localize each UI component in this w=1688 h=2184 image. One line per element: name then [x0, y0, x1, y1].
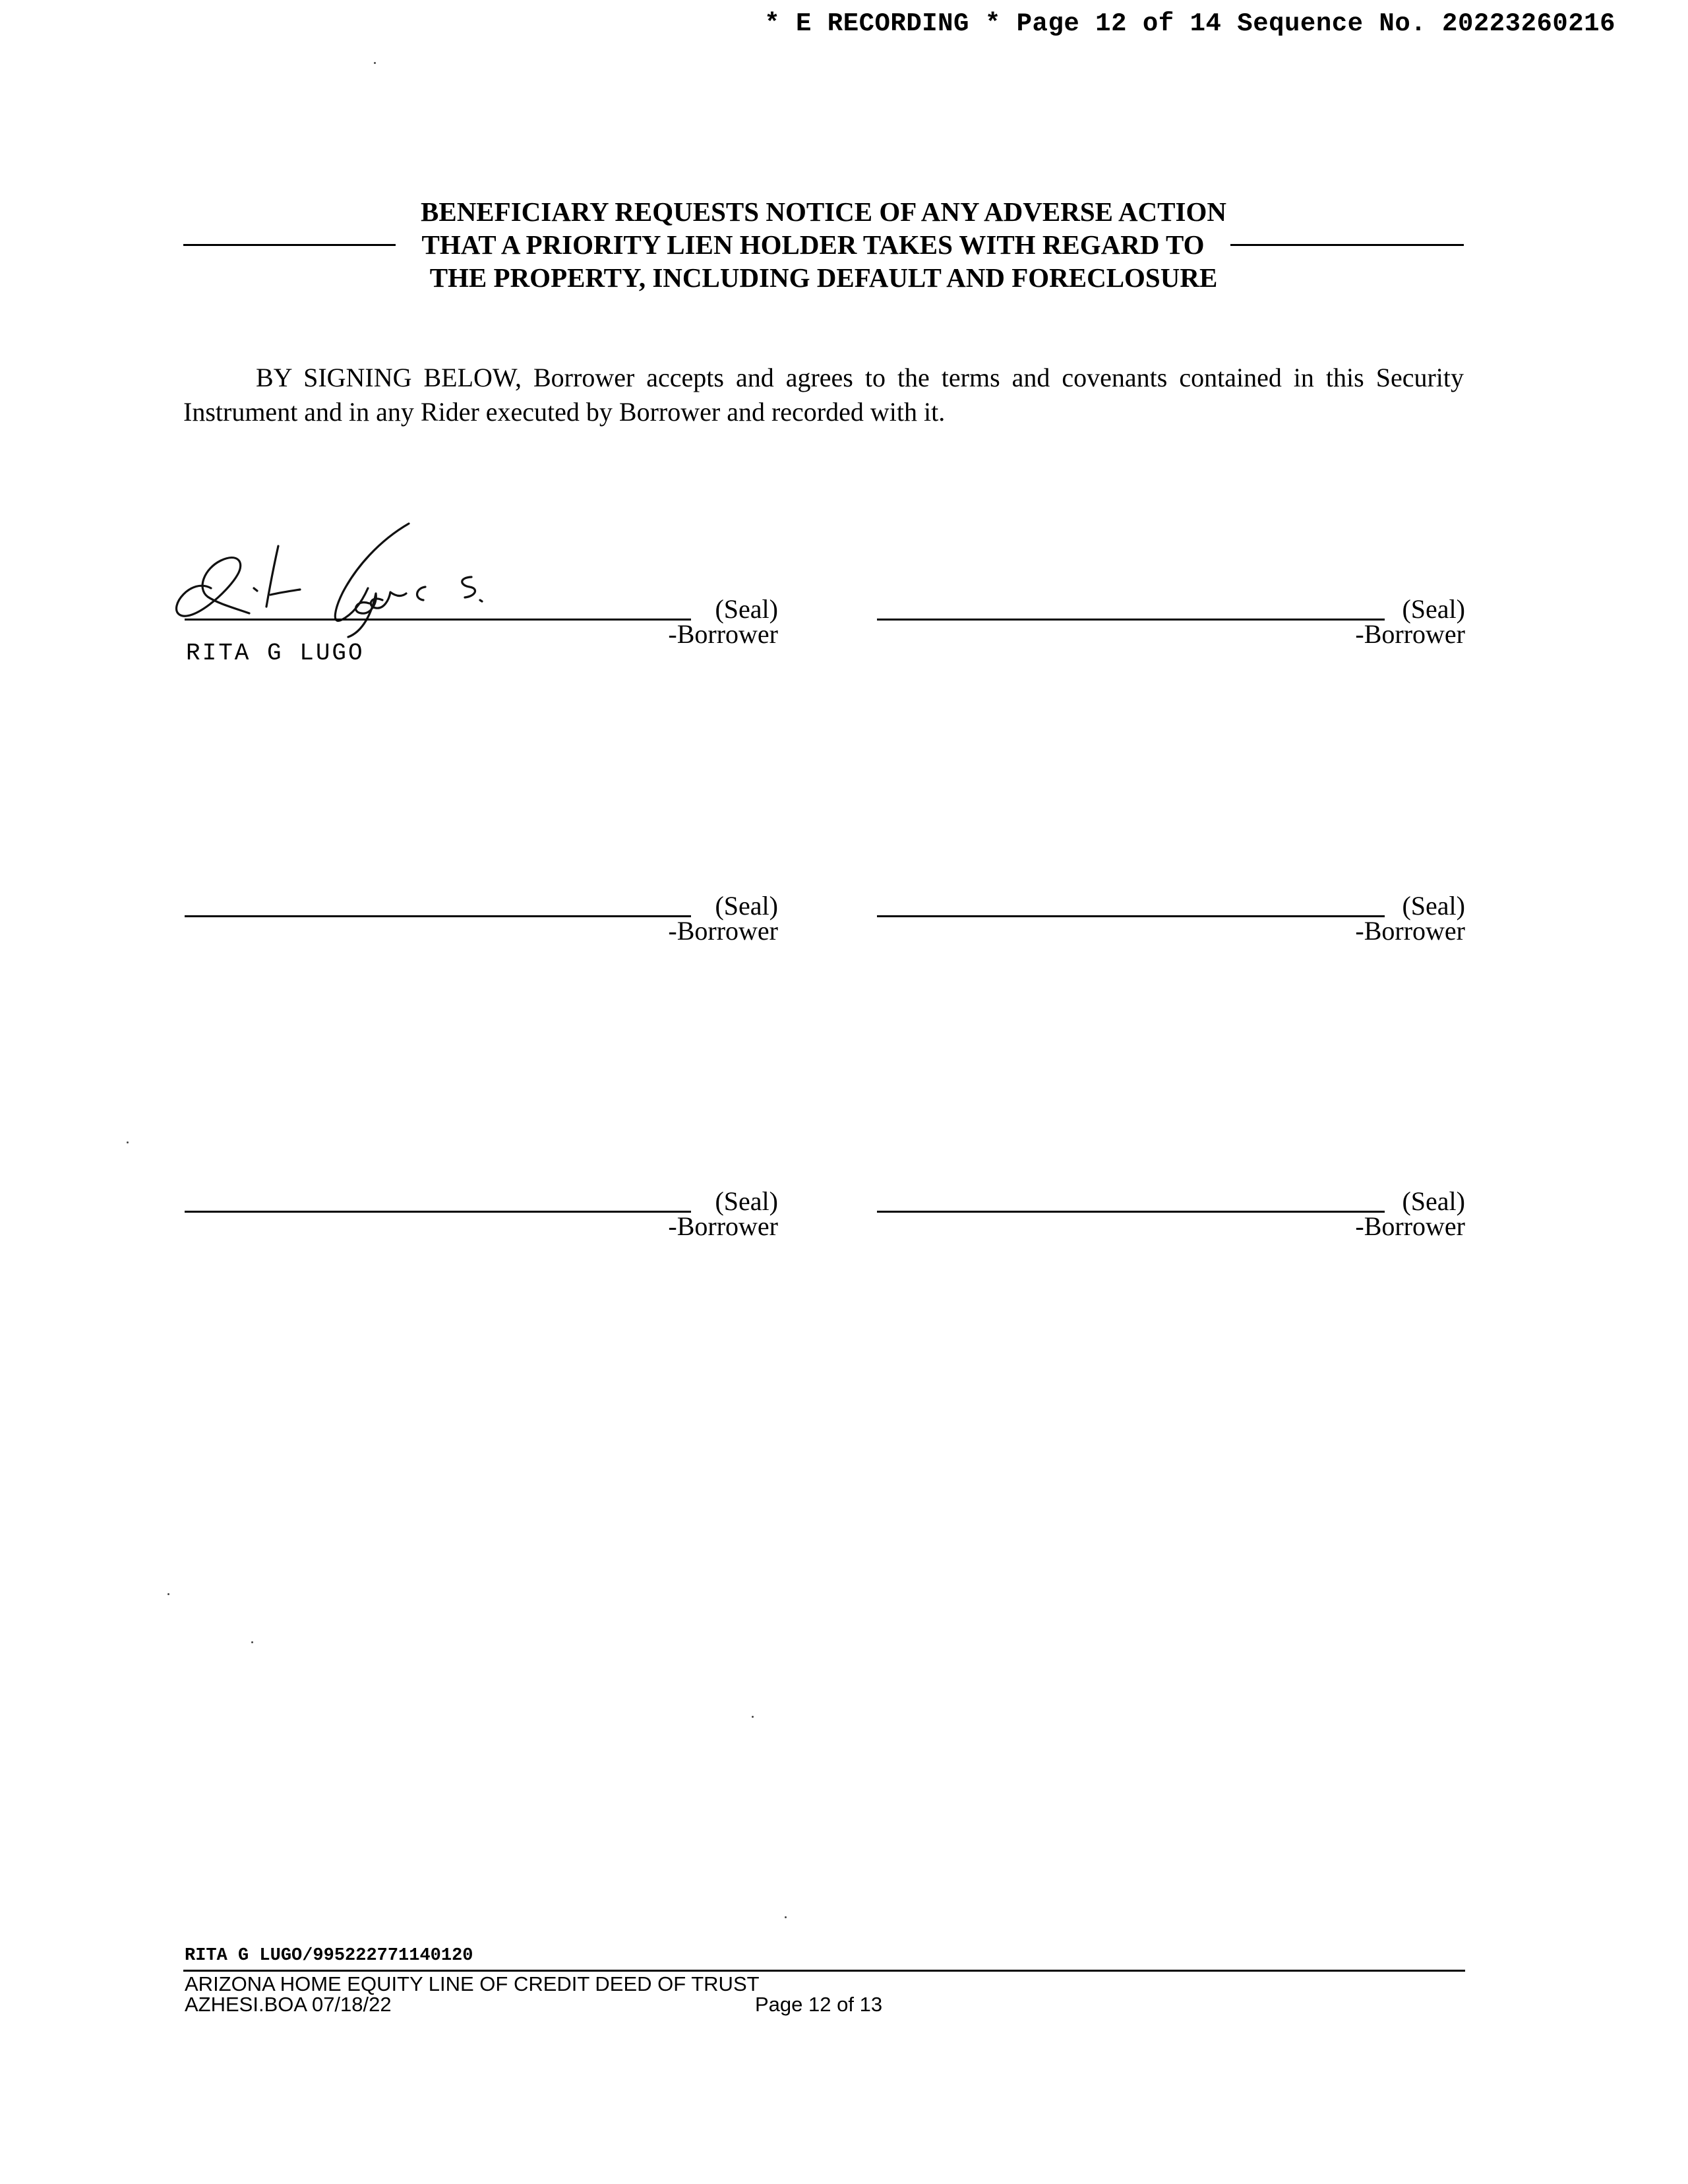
seal-label: (Seal) — [1402, 891, 1465, 921]
seal-label: (Seal) — [715, 1186, 778, 1216]
scan-speck — [251, 1641, 253, 1643]
footer-rule — [183, 1970, 1465, 1972]
signature-line — [185, 915, 691, 917]
borrower-label: -Borrower — [668, 619, 778, 649]
scan-speck — [167, 1593, 169, 1595]
signature-line — [185, 619, 691, 621]
seal-label: (Seal) — [715, 594, 778, 624]
signature-line — [185, 1211, 691, 1213]
borrower-label: -Borrower — [668, 916, 778, 946]
signature-block-1 — [165, 514, 785, 673]
title-rule-row — [183, 228, 1464, 261]
title-line-1: BENEFICIARY REQUESTS NOTICE OF ANY ADVERSE ACTION — [421, 197, 1226, 227]
footer-form-title: ARIZONA HOME EQUITY LINE OF CREDIT DEED OF TRUST — [185, 1972, 760, 1995]
borrower-label: -Borrower — [1355, 1211, 1465, 1241]
seal-label: (Seal) — [715, 891, 778, 921]
footer-page-label: Page 12 of 13 — [755, 1993, 883, 2016]
scan-speck — [785, 1916, 787, 1918]
seal-label: (Seal) — [1402, 594, 1465, 624]
typed-borrower-name: RITA G LUGO — [186, 640, 365, 667]
signature-line — [877, 1211, 1385, 1213]
signature-line — [877, 915, 1385, 917]
signature-block-3 — [165, 811, 785, 946]
signature-line — [877, 619, 1385, 621]
title-line-3: THE PROPERTY, INCLUDING DEFAULT AND FORECLOSURE — [429, 262, 1218, 293]
title-line-2: THAT A PRIORITY LIEN HOLDER TAKES WITH REGARD TO — [421, 229, 1205, 260]
signature-block-5 — [165, 1107, 785, 1241]
borrower-signature — [165, 514, 534, 640]
title-rule-right — [1230, 244, 1464, 246]
scan-speck — [374, 62, 376, 64]
document-title — [183, 195, 1464, 294]
signing-acknowledgement: BY SIGNING BELOW, Borrower accepts and agrees to the terms and covenants contained in this Security Instrument and in any Rider executed by Borrower and recorded with it. — [183, 363, 1464, 427]
borrower-label: -Borrower — [1355, 619, 1465, 649]
signature-block-2 — [877, 514, 1470, 673]
seal-label: (Seal) — [1402, 1186, 1465, 1216]
signature-block-4 — [877, 811, 1470, 946]
borrower-label: -Borrower — [1355, 916, 1465, 946]
footer-form-code: AZHESI.BOA 07/18/22 — [185, 1993, 392, 2016]
scan-speck — [127, 1141, 129, 1143]
borrower-label: -Borrower — [668, 1211, 778, 1241]
title-rule-left — [183, 244, 396, 246]
recording-header: * E RECORDING * Page 12 of 14 Sequence No. 20223260216 — [764, 9, 1615, 38]
scan-speck — [752, 1716, 754, 1718]
signature-block-6 — [877, 1107, 1470, 1241]
footer-loan-id: RITA G LUGO/995222771140120 — [185, 1946, 473, 1966]
